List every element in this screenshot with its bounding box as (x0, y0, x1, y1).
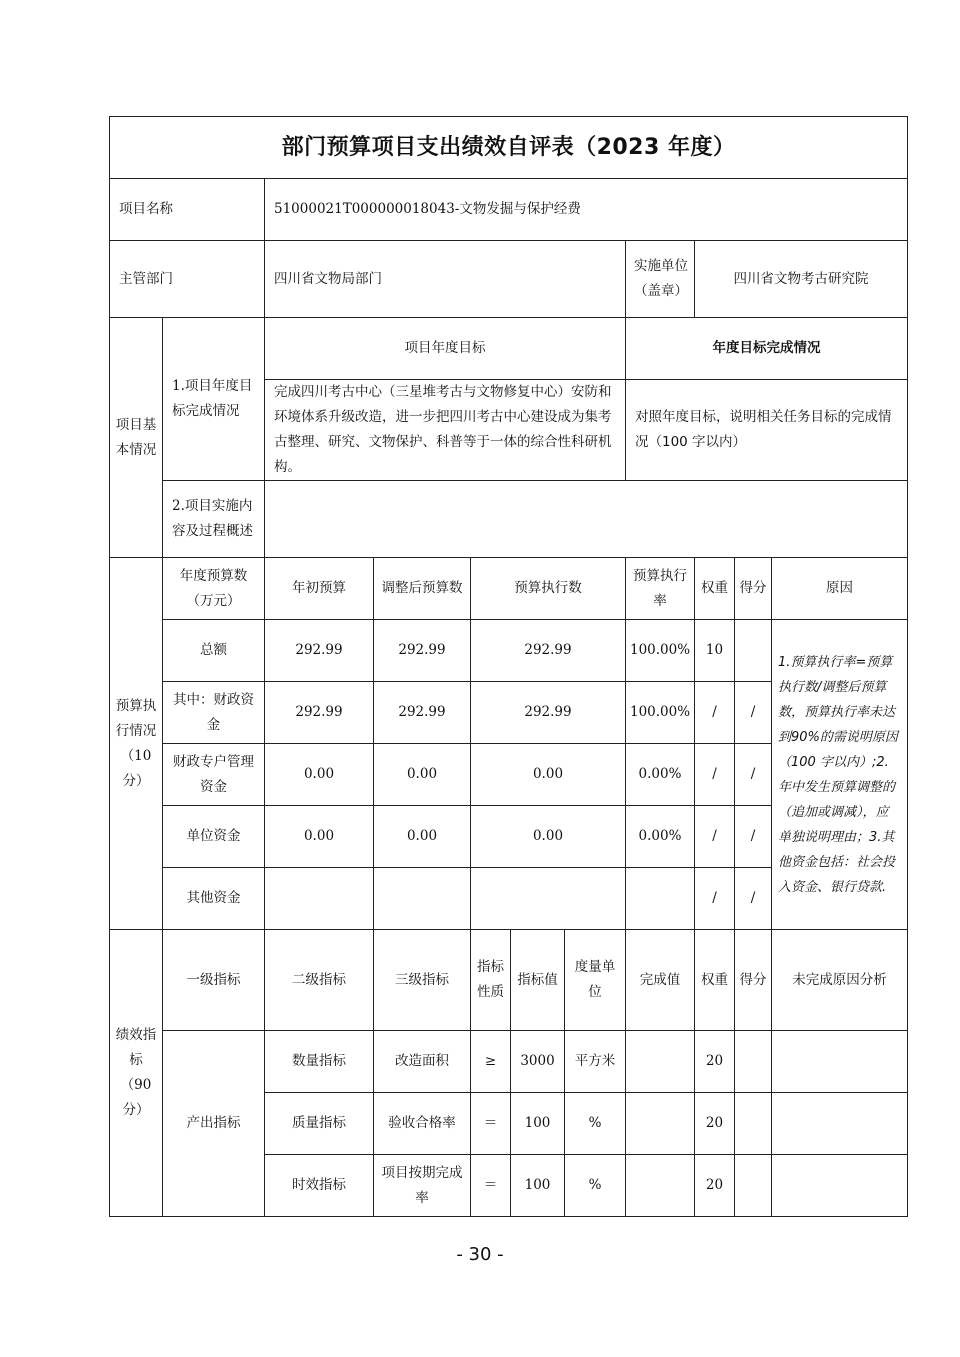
perf-row-actual (626, 1093, 695, 1155)
budget-row-weight: / (695, 744, 735, 806)
perf-header-weight: 权重 (695, 930, 735, 1031)
budget-row-executed: 0.00 (471, 744, 626, 806)
budget-row-initial: 0.00 (265, 744, 374, 806)
budget-row-weight: 10 (695, 620, 735, 682)
table-row (110, 1031, 908, 1093)
budget-row-initial: 292.99 (265, 620, 374, 682)
perf-row-score (735, 1031, 772, 1093)
basic-info-label: 项目基本情况 (110, 318, 163, 558)
process-label: 2.项目实施内容及过程概述 (163, 481, 265, 558)
page-number: - 30 - (456, 1244, 504, 1265)
budget-row-name: 总额 (163, 620, 265, 682)
budget-row-executed: 292.99 (471, 620, 626, 682)
budget-row-weight: / (695, 806, 735, 868)
budget-header-adjusted: 调整后预算数 (374, 558, 471, 620)
budget-row-score: / (735, 682, 772, 744)
department-label: 主管部门 (110, 241, 265, 318)
budget-row-rate (626, 868, 695, 930)
perf-row-unit: % (565, 1093, 626, 1155)
perf-row-actual (626, 1031, 695, 1093)
perf-row-level2: 数量指标 (265, 1031, 374, 1093)
perf-row-value: 3000 (511, 1031, 565, 1093)
perf-row-value: 100 (511, 1155, 565, 1217)
perf-row-score (735, 1155, 772, 1217)
project-name-label: 项目名称 (110, 179, 265, 241)
budget-row-adjusted: 0.00 (374, 806, 471, 868)
perf-row-analysis (772, 1031, 908, 1093)
budget-row-initial (265, 868, 374, 930)
perf-row-nature: ≥ (471, 1031, 511, 1093)
perf-row-nature: ＝ (471, 1093, 511, 1155)
perf-header-nature: 指标性质 (471, 930, 511, 1031)
budget-header-reason: 原因 (772, 558, 908, 620)
process-text (265, 481, 908, 558)
perf-row-level2: 时效指标 (265, 1155, 374, 1217)
goal-label: 1.项目年度目标完成情况 (163, 318, 265, 481)
perf-header-unit: 度量单位 (565, 930, 626, 1031)
budget-row-executed: 0.00 (471, 806, 626, 868)
budget-header-executed: 预算执行数 (471, 558, 626, 620)
table-row (110, 620, 908, 682)
budget-row-executed (471, 868, 626, 930)
perf-row-analysis (772, 1093, 908, 1155)
perf-row-level3: 验收合格率 (374, 1093, 471, 1155)
perf-header-level3: 三级指标 (374, 930, 471, 1031)
perf-row-weight: 20 (695, 1155, 735, 1217)
perf-group-output: 产出指标 (163, 1031, 265, 1217)
perf-header-value: 指标值 (511, 930, 565, 1031)
budget-row-adjusted: 292.99 (374, 620, 471, 682)
completion-header: 年度目标完成情况 (626, 318, 908, 380)
table-title: 部门预算项目支出绩效自评表（2023 年度） (110, 117, 908, 179)
budget-row-score: / (735, 806, 772, 868)
budget-row-initial: 292.99 (265, 682, 374, 744)
perf-header-analysis: 未完成原因分析 (772, 930, 908, 1031)
perf-header-level2: 二级指标 (265, 930, 374, 1031)
perf-row-weight: 20 (695, 1031, 735, 1093)
budget-label: 预算执行情况（10分） (110, 558, 163, 930)
budget-header-initial: 年初预算 (265, 558, 374, 620)
budget-reason-text: 1.预算执行率=预算执行数/调整后预算数，预算执行率未达到90%的需说明原因（100 字以内）;2.年中发生预算调整的（追加或调减），应单独说明理由；3.其他资金包括：社会投入资金、银行贷款. (772, 620, 908, 930)
project-name-value: 51000021T000000018043-文物发掘与保护经费 (265, 179, 908, 241)
budget-row-weight: / (695, 682, 735, 744)
budget-row-adjusted: 0.00 (374, 744, 471, 806)
budget-row-weight: / (695, 868, 735, 930)
perf-row-level3: 改造面积 (374, 1031, 471, 1093)
perf-row-actual (626, 1155, 695, 1217)
perf-row-level3: 项目按期完成率 (374, 1155, 471, 1217)
perf-row-level2: 质量指标 (265, 1093, 374, 1155)
department-value: 四川省文物局部门 (265, 241, 626, 318)
budget-header-rate: 预算执行率 (626, 558, 695, 620)
budget-row-rate: 100.00% (626, 620, 695, 682)
budget-row-rate: 0.00% (626, 806, 695, 868)
budget-row-rate: 100.00% (626, 682, 695, 744)
budget-header-annual: 年度预算数（万元） (163, 558, 265, 620)
perf-header-score: 得分 (735, 930, 772, 1031)
budget-row-rate: 0.00% (626, 744, 695, 806)
budget-row-score: / (735, 868, 772, 930)
budget-row-score: / (735, 744, 772, 806)
perf-row-value: 100 (511, 1093, 565, 1155)
impl-unit-value: 四川省文物考古研究院 (695, 241, 908, 318)
budget-row-name: 其中：财政资金 (163, 682, 265, 744)
completion-text: 对照年度目标，说明相关任务目标的完成情况（100 字以内） (626, 380, 908, 481)
budget-row-executed: 292.99 (471, 682, 626, 744)
budget-row-name: 财政专户管理资金 (163, 744, 265, 806)
perf-header-level1: 一级指标 (163, 930, 265, 1031)
impl-unit-label: 实施单位（盖章） (626, 241, 695, 318)
perf-header-actual: 完成值 (626, 930, 695, 1031)
budget-header-score: 得分 (735, 558, 772, 620)
goal-text: 完成四川考古中心（三星堆考古与文物修复中心）安防和环境体系升级改造，进一步把四川考古中心建设成为集考古整理、研究、文物保护、科普等于一体的综合性科研机构。 (265, 380, 626, 481)
perf-row-nature: ＝ (471, 1155, 511, 1217)
perf-row-analysis (772, 1155, 908, 1217)
budget-row-score (735, 620, 772, 682)
perf-row-weight: 20 (695, 1093, 735, 1155)
perf-row-unit: % (565, 1155, 626, 1217)
perf-row-unit: 平方米 (565, 1031, 626, 1093)
performance-label: 绩效指标（90分） (110, 930, 163, 1217)
goal-header: 项目年度目标 (265, 318, 626, 380)
budget-row-adjusted (374, 868, 471, 930)
self-evaluation-table (109, 116, 908, 1217)
budget-row-adjusted: 292.99 (374, 682, 471, 744)
budget-row-initial: 0.00 (265, 806, 374, 868)
budget-row-name: 其他资金 (163, 868, 265, 930)
budget-header-weight: 权重 (695, 558, 735, 620)
perf-row-score (735, 1093, 772, 1155)
budget-row-name: 单位资金 (163, 806, 265, 868)
